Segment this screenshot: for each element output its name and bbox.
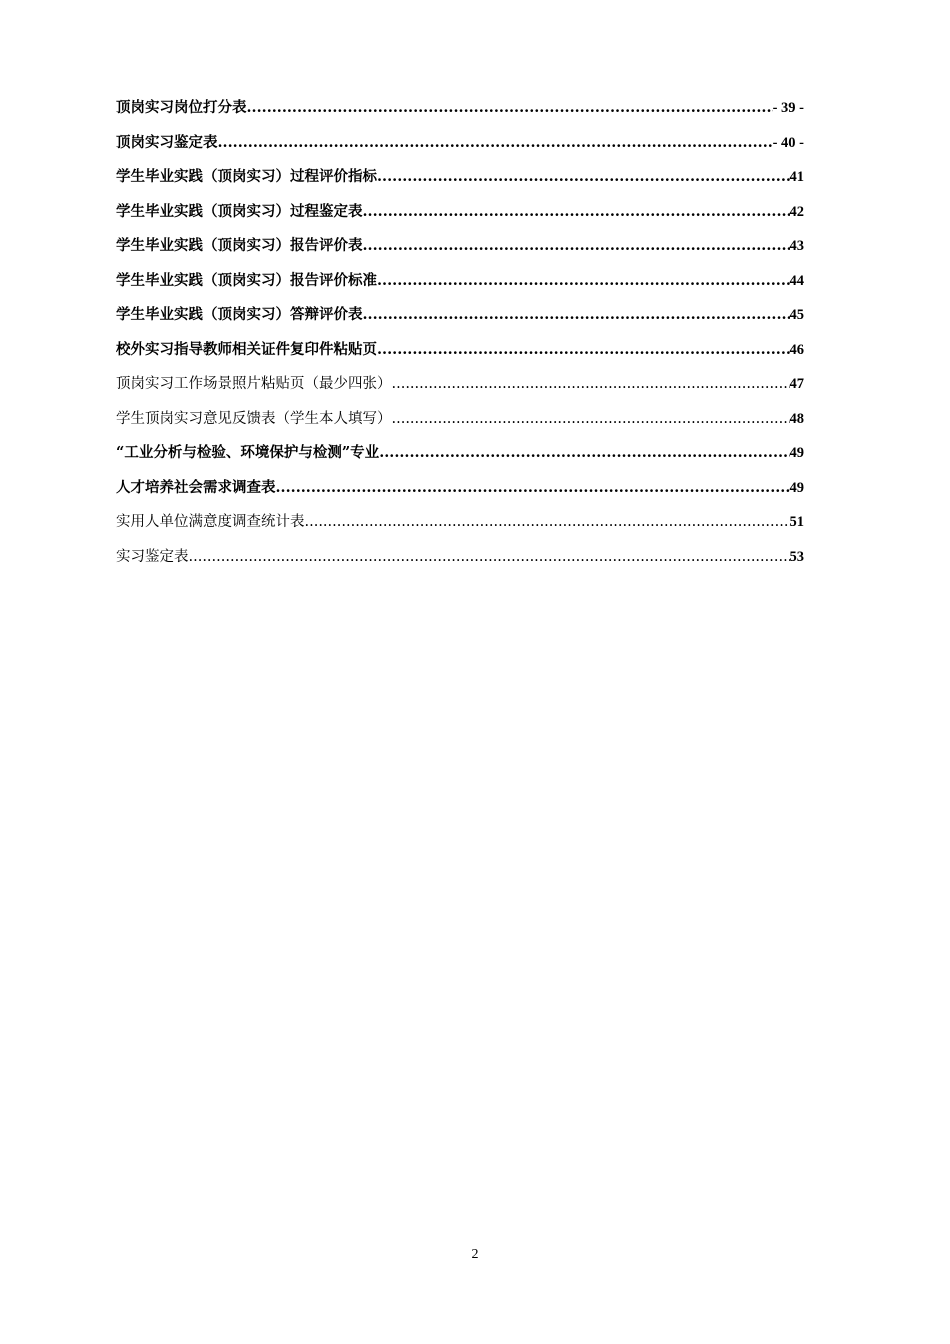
toc-entry[interactable]	[116, 438, 804, 473]
toc-dot-leader	[305, 507, 790, 537]
toc-entry[interactable]	[116, 473, 804, 508]
toc-entry-page: 42	[789, 203, 804, 220]
toc-dot-leader	[392, 404, 790, 434]
toc-entry[interactable]	[116, 266, 804, 301]
toc-entry-page: - 40 -	[772, 134, 804, 151]
toc-entry-title: 顶岗实习工作场景照片粘贴页（最少四张）	[116, 376, 392, 392]
toc-entry-page: 44	[789, 272, 804, 289]
toc-entry-title: 学生毕业实践（顶岗实习）过程评价指标	[116, 168, 377, 185]
toc-entry-title: 实习鉴定表	[116, 548, 189, 565]
toc-entry[interactable]	[116, 335, 804, 370]
toc-entry-page: 51	[789, 514, 804, 530]
toc-dot-leader	[392, 369, 790, 399]
toc-entry-title: 校外实习指导教师相关证件复印件粘贴页	[116, 340, 377, 358]
toc-entry-page: - 39 -	[772, 100, 804, 116]
toc-dot-leader	[218, 128, 773, 158]
toc-dot-leader	[363, 197, 790, 227]
toc-entry[interactable]	[116, 300, 804, 335]
toc-entry[interactable]	[116, 542, 804, 577]
toc-entry-title: 实用人单位满意度调查统计表	[116, 514, 305, 530]
toc-entry-title: “工业分析与检验、环境保护与检测”专业	[116, 444, 380, 461]
toc-dot-leader	[377, 162, 790, 192]
toc-dot-leader	[363, 231, 790, 261]
toc-entry[interactable]	[116, 507, 804, 542]
toc-dot-leader	[377, 266, 790, 296]
toc-dot-leader	[276, 473, 790, 503]
toc-entry-title: 学生毕业实践（顶岗实习）报告评价表	[116, 237, 363, 254]
toc-entry-page: 49	[789, 445, 804, 461]
table-of-contents	[116, 93, 804, 576]
toc-entry[interactable]	[116, 231, 804, 266]
toc-dot-leader	[247, 93, 773, 123]
toc-entry-title: 学生毕业实践（顶岗实习）答辩评价表	[116, 306, 363, 323]
toc-dot-leader	[363, 300, 790, 330]
toc-entry[interactable]	[116, 197, 804, 232]
page-number: 2	[471, 1247, 479, 1262]
toc-entry-page: 48	[789, 410, 804, 427]
toc-entry-title: 学生毕业实践（顶岗实习）过程鉴定表	[116, 202, 363, 220]
toc-entry-page: 53	[789, 548, 804, 565]
toc-entry[interactable]	[116, 128, 804, 163]
toc-entry[interactable]	[116, 404, 804, 439]
toc-entry[interactable]	[116, 93, 804, 128]
toc-dot-leader	[189, 542, 790, 572]
toc-entry-page: 45	[789, 307, 804, 323]
toc-entry-title: 人才培养社会需求调查表	[116, 478, 276, 496]
toc-entry[interactable]	[116, 369, 804, 404]
toc-entry-page: 43	[789, 238, 804, 254]
toc-entry[interactable]	[116, 162, 804, 197]
toc-dot-leader	[377, 335, 790, 365]
toc-entry-title: 顶岗实习鉴定表	[116, 133, 218, 151]
toc-entry-page: 46	[789, 341, 804, 358]
toc-entry-page: 41	[789, 169, 804, 185]
toc-entry-page: 47	[789, 376, 804, 392]
toc-entry-page: 49	[789, 479, 804, 496]
toc-entry-title: 顶岗实习岗位打分表	[116, 99, 247, 116]
toc-dot-leader	[379, 438, 789, 468]
toc-entry-title: 学生毕业实践（顶岗实习）报告评价标准	[116, 271, 377, 289]
toc-entry-title: 学生顶岗实习意见反馈表（学生本人填写）	[116, 410, 392, 427]
